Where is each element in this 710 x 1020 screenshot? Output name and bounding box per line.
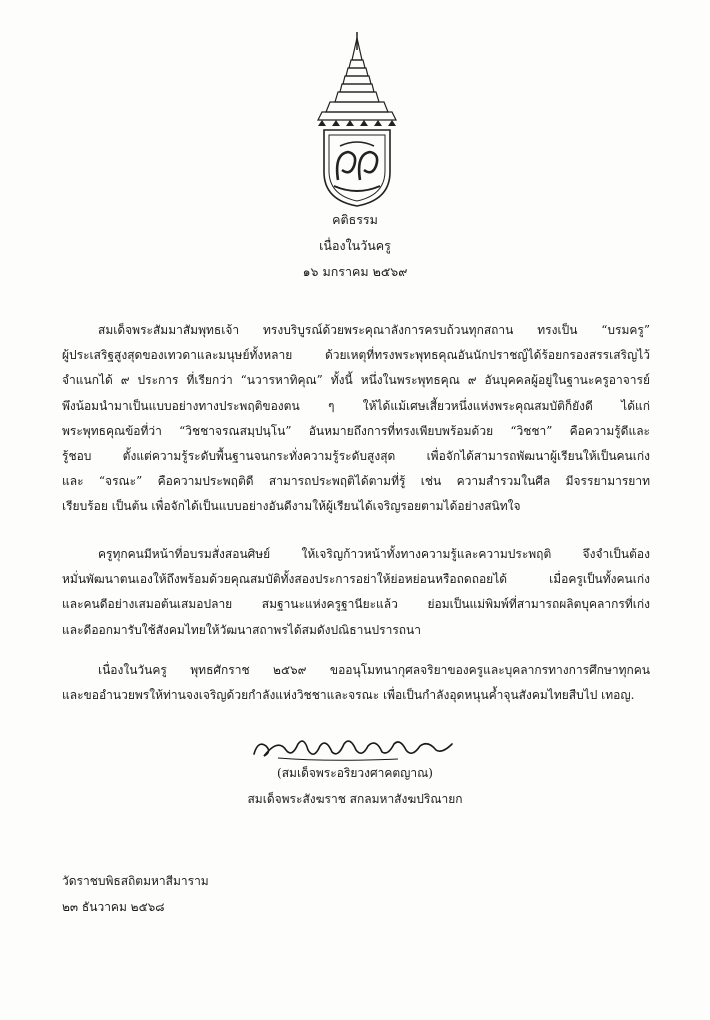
signatory-title: สมเด็จพระสังฆราช สกลมหาสังฆปริณายก [247, 792, 463, 806]
issuing-place: วัดราชบพิธสถิตมหาสีมาราม [62, 874, 209, 888]
royal-emblem-icon [312, 30, 402, 210]
body-paragraph-1 [62, 318, 650, 520]
document-subtitle: เนื่องในวันครู [319, 238, 391, 253]
paragraph-line: ครูทุกคนมีหน้าที่อบรมสั่งสอนศิษย์ ให้เจริญก้าวหน้าทั้งทางความรู้และความประพฤติ จึงจำเป็นต้อง [98, 547, 650, 561]
paragraph-line: พระพุทธคุณข้อที่ว่า “วิชชาจรณสมฺปนฺโน” อันหมายถึงการที่ทรงเพียบพร้อมด้วย “วิชชา” คือความรู้ดีและ [62, 423, 650, 438]
paragraph-line: เรียบร้อย เป็นต้น เพื่อจักได้เป็นแบบอย่างอันดีงามให้ผู้เรียนได้เจริญรอยตามได้อย่างสนิทใจ [62, 499, 521, 514]
paragraph-line: สมเด็จพระสัมมาสัมพุทธเจ้า ทรงบริบูรณ์ด้วยพระคุณาลังการครบถ้วนทุกสถาน ทรงเป็น “บรมครู” [98, 323, 650, 337]
paragraph-line: และดีออกมารับใช้สังคมไทยให้วัฒนาสถาพรได้สมดังปณิธานปรารถนา [62, 622, 421, 637]
document-title: คติธรรม [332, 212, 378, 227]
paragraph-line: จำแนกได้ ๙ ประการ ที่เรียกว่า “นวารหาทิคุณ” ทั้งนี้ หนึ่งในพระพุทธคุณ ๙ อันบุคคลผู้อยู่ในฐานะครูอาจารย์ [62, 373, 650, 388]
paragraph-line: เนื่องในวันครู พุทธศักราช ๒๕๖๙ ขออนุโมทนากุศลจริยาของครูและบุคลากรทางการศึกษาทุกคน [98, 663, 650, 677]
paragraph-line: ผู้ประเสริฐสูงสุดของเทวดาและมนุษย์ทั้งหลาย ด้วยเหตุที่ทรงพระพุทธคุณอันนักปราชญ์ได้ร้อยกรองสรรเสริญไว้ [62, 348, 650, 363]
handwritten-signature [248, 732, 458, 764]
paragraph-line: และ “จรณะ” คือความประพฤติดี สามารถประพฤติได้ตามที่รู้ เช่น ความสำรวมในศีล มีจรรยามารยาท [62, 474, 650, 489]
paragraph-line: และคนดีอย่างเสมอต้นเสมอปลาย สมฐานะแห่งครูฐานียะแล้ว ย่อมเป็นแม่พิมพ์ที่สามารถผลิตบุคลากรที่เก่ง [62, 597, 650, 612]
signatory-name: (สมเด็จพระอริยวงศาคตญาณ) [277, 766, 433, 780]
paragraph-line: และขออำนวยพรให้ท่านจงเจริญด้วยกำลังแห่งวิชชาและจรณะ เพื่อเป็นกำลังอุดหนุนค้ำจุนสังคมไทยสืบไป เทอญ. [62, 688, 635, 703]
paragraph-line: หมั่นพัฒนาตนเองให้ถึงพร้อมด้วยคุณสมบัติทั้งสองประการอย่าให้ย่อหย่อนหรือถดถอยได้ เมื่อครูเป็นทั้งคนเก่ง [62, 572, 650, 587]
body-paragraph-3 [62, 658, 650, 708]
document-date: ๑๖ มกราคม ๒๕๖๙ [302, 264, 408, 279]
body-paragraph-2 [62, 542, 650, 643]
paragraph-line: พึงน้อมนำมาเป็นแบบอย่างทางประพฤติของตน ๆ ให้ได้แม้เศษเสี้ยวหนึ่งแห่งพระคุณสมบัติก็ยังดี ได้แก่ [62, 398, 650, 413]
paragraph-line: รู้ชอบ ตั้งแต่ความรู้ระดับพื้นฐานจนกระทั่งความรู้ระดับสูงสุด เพื่อจักได้สามารถพัฒนาผู้เรียนให้เป็นคนเก่ง [62, 449, 650, 464]
issuing-date: ๒๓ ธันวาคม ๒๕๖๘ [62, 900, 165, 914]
